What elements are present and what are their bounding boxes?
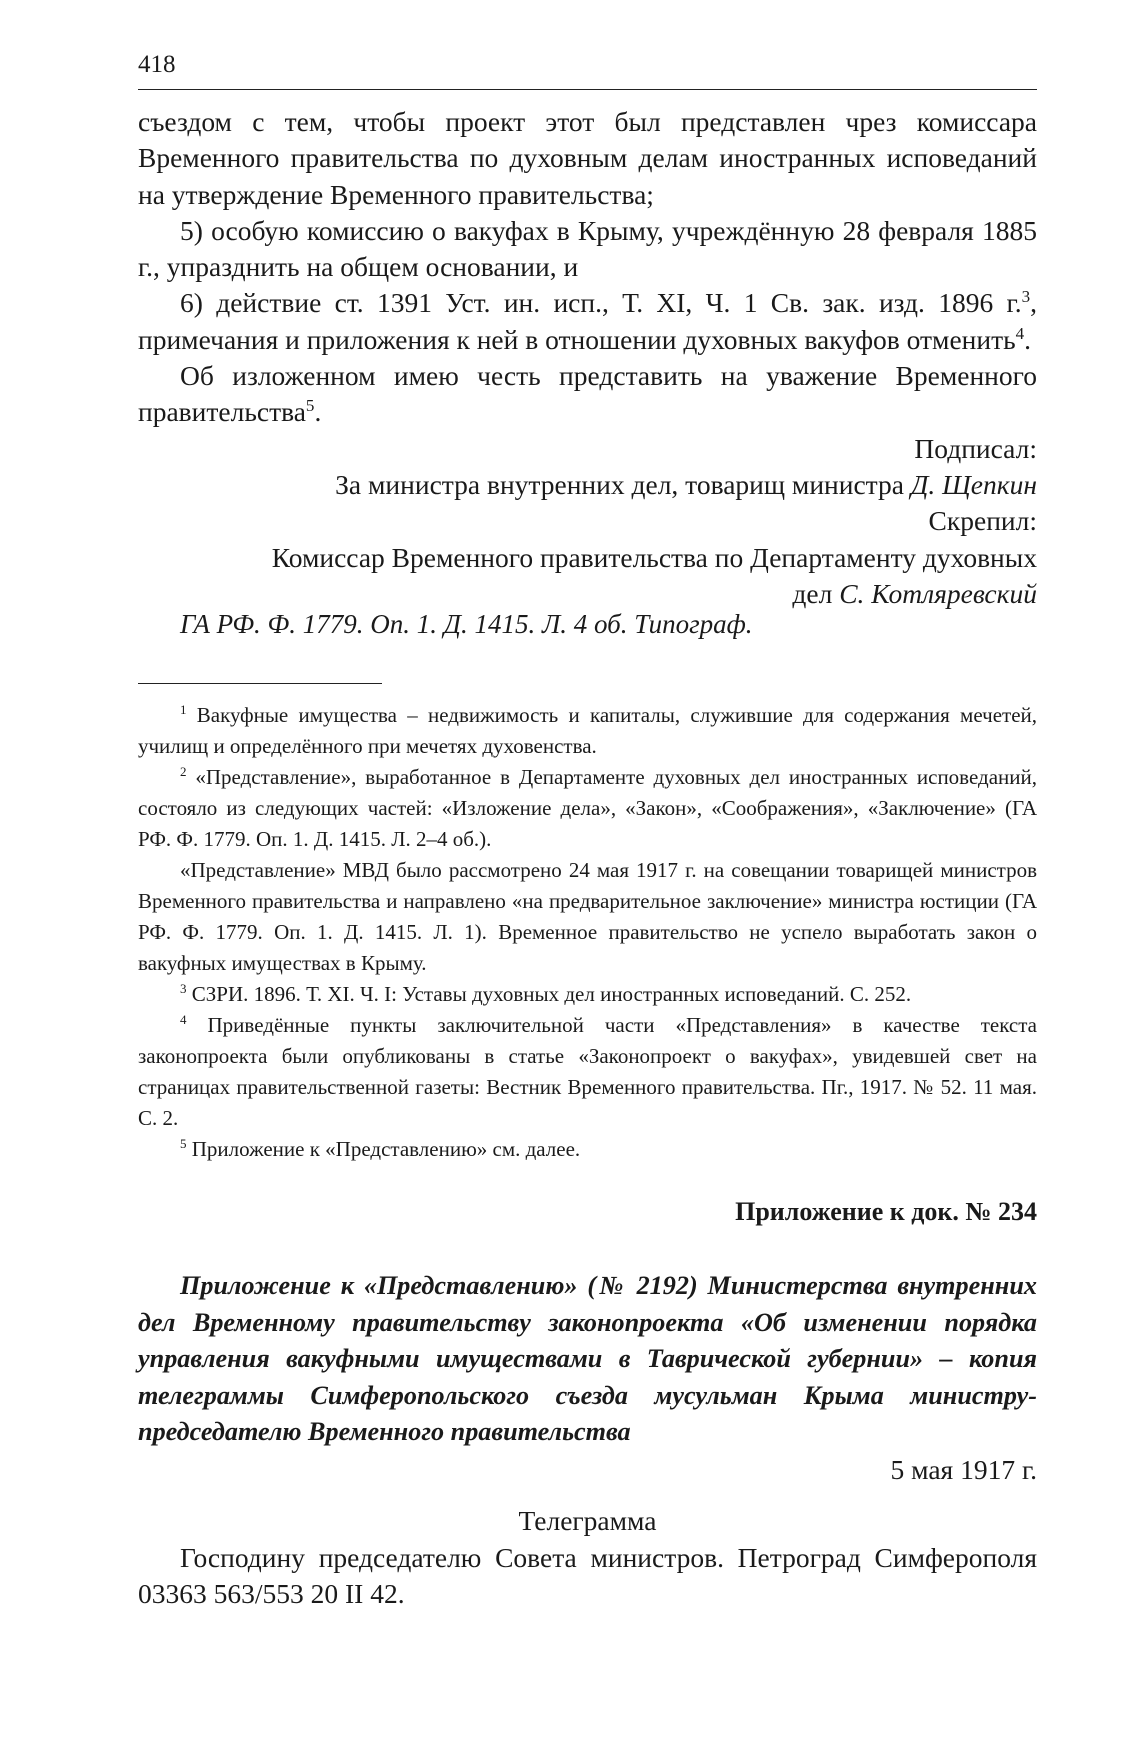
paragraph-item-6-part-b: , примечания и приложения к ней в отношении духовных вакуфов отменить [138,287,1037,355]
footnote-text: Приложение к «Представлению» см. далее. [191,1137,581,1161]
footnote-number: 2 [180,764,187,780]
paragraph-1: съездом с тем, чтобы проект этот был представлен чрез комиссара Временного правительства по духовным делам иностранных исповеданий на утверждение Временного правительства; [138,106,1037,210]
signer-line [138,467,1037,503]
footnote-ref-4[interactable]: 4 [1015,323,1025,343]
footnote-text: «Представление», выработанное в Департаменте духовных дел иностранных исповеданий, состояло из следующих частей: «Изложение дела», «Закон», «Соображения», «Заключение» (ГА РФ. Ф. 1779. Оп. 1. Д. 1415. Л. 2–4 об.). [138,765,1037,851]
signer-name: Д. Щепкин [910,468,1037,500]
appendix-label: Приложение к док. № 234 [735,1197,1037,1226]
footnote-ref-3[interactable]: 3 [1021,287,1031,307]
page-number: 418 [138,51,176,78]
paragraph-closing [138,358,1037,431]
footnotes [138,700,1037,1165]
footnote-5 [138,1134,1037,1165]
footnote-text: Вакуфные имущества – недвижимость и капиталы, служившие для содержания мечетей, училищ и определённого при мечетях духовенства. [138,703,1038,758]
paragraph-item-6 [138,285,1037,358]
footnote-2 [138,762,1037,855]
footnote-number: 5 [180,1136,187,1152]
footnote-number: 4 [180,1012,187,1028]
footnote-text: СЗРИ. 1896. Т. XI. Ч. I: Уставы духовных дел иностранных исповеданий. С. 252. [191,982,912,1006]
countersigner-position-line: Комиссар Временного правительства по Департаменту духовных [271,541,1037,573]
signed-label: Подписал: [914,432,1037,464]
footnote-separator [138,683,382,684]
appendix-date: 5 мая 1917 г. [890,1454,1037,1485]
telegram-title: Телеграмма [518,1505,657,1536]
paragraph-closing-end: . [314,396,322,428]
telegram-text: Господину председателю Совета министров. Петроград Симферополя 03363 563/553 20 II 42. [138,1542,1037,1610]
page-header [138,48,1037,90]
paragraph-closing-text: Об изложенном имею честь представить на уважение Временного правительства [138,360,1037,428]
footnote-number: 1 [180,702,187,718]
paragraph-item-6-part-a: 6) действие ст. 1391 Уст. ин. исп., Т. XI, Ч. 1 Св. зак. изд. 1896 г. [180,287,1022,319]
footnote-text: «Представление» МВД было рассмотрено 24 мая 1917 г. на совещании товарищей министров Временного правительства и направлено «на предварительное заключение» министра юстиции (ГА РФ. Ф. 1779. Оп. 1. Д. 1415. Л. 1). Временное правительство не успело выработать закон о вакуфных имуществах в Крыму. [138,858,1037,975]
appendix-heading: Приложение к «Представлению» (№ 2192) Министерства внутренних дел Временному правительству законопроекта «Об изменении порядка управления вакуфными имуществами в Таврической губернии» – копия телеграммы Симферопольского съезда мусульман Крыма министру-председателю Временного правительства [138,1271,1037,1446]
footnote-ref-5[interactable]: 5 [305,396,315,416]
countersigned-label: Скрепил: [928,505,1037,537]
header-rule [138,89,1037,90]
footnote-number: 3 [180,981,187,997]
footnote-4 [138,1010,1037,1134]
footnote-1 [138,700,1037,762]
countersigner-position-end: дел [792,577,833,609]
countersigner-name: С. Котляревский [839,577,1037,609]
footnote-3 [138,979,1037,1010]
archive-reference: ГА РФ. Ф. 1779. Оп. 1. Д. 1415. Л. 4 об. Типограф. [180,609,753,639]
footnote-text: Приведённые пункты заключительной части «Представления» в качестве текста законопроекта были опубликованы в статье «Законопроект о вакуфах», увидевшей свет на страницах правительственной газеты: Вестник Временного правительства. Пг., 1917. № 52. 11 мая. С. 2. [138,1013,1038,1130]
main-text [138,104,1037,612]
footnote-2-continued [138,855,1037,979]
signer-position: За министра внутренних дел, товарищ министра [335,468,904,500]
paragraph-item-6-part-c: . [1024,323,1032,355]
paragraph-item-5: 5) особую комиссию о вакуфах в Крыму, учреждённую 28 февраля 1885 г., упразднить на общем основании, и [138,214,1037,283]
